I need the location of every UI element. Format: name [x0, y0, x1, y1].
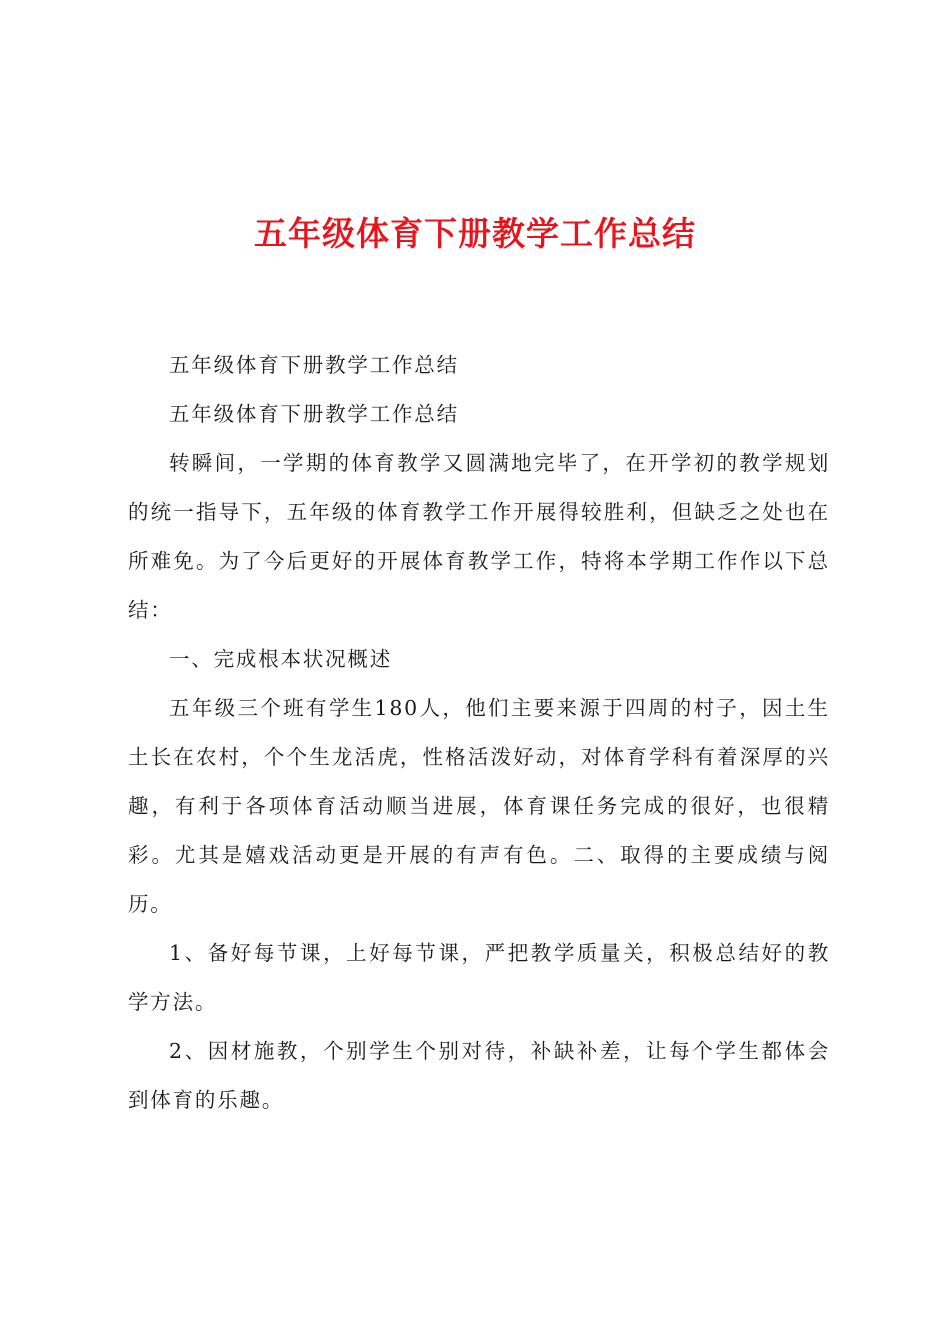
- paragraph-overview: 五年级三个班有学生180人，他们主要来源于四周的村子，因土生土长在农村，个个生龙活虎，性格活泼好动，对体育学科有着深厚的兴趣，有利于各项体育活动顺当进展，体育课任务完成的很好，也很精彩。尤其是嬉戏活动更是开展的有声有色。二、取得的主要成绩与阅历。: [128, 696, 830, 916]
- list-item-2: 2、因材施教，个别学生个别对待，补缺补差，让每个学生都体会到体育的乐趣。: [128, 1039, 830, 1112]
- document-body: [128, 341, 830, 1125]
- paragraph-heading-repeat-1: 五年级体育下册教学工作总结: [169, 353, 459, 377]
- document-title: 五年级体育下册教学工作总结: [254, 214, 696, 253]
- paragraph-heading-repeat-2: 五年级体育下册教学工作总结: [169, 402, 459, 426]
- list-item-1: 1、备好每节课，上好每节课，严把教学质量关，积极总结好的教学方法。: [128, 941, 830, 1014]
- paragraph-intro: 转瞬间，一学期的体育教学又圆满地完毕了，在开学初的教学规划的统一指导下，五年级的体育教学工作开展得较胜利，但缺乏之处也在所难免。为了今后更好的开展体育教学工作，特将本学期工作作以下总结：: [128, 451, 830, 622]
- section-heading-overview: 一、完成根本状况概述: [169, 647, 392, 671]
